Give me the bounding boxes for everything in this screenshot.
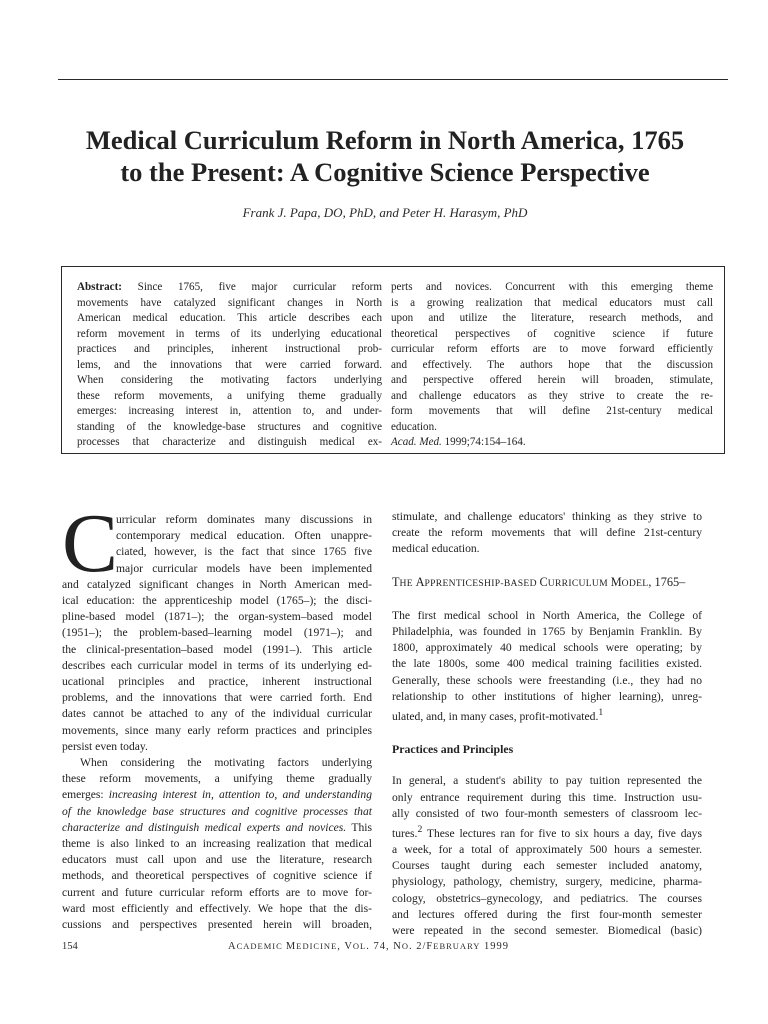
body-line: ward most efficiently and effectively. We hope that the dis- [62,901,372,915]
abstract-line: theoretical perspectives of cognitive science if future [391,327,713,340]
abstract-line: reform movement in terms of its underlying educational [77,327,382,340]
body-line: stimulate, and challenge educators' thinking as they strive to [392,510,702,523]
body-line: problems, and the innovations that were carried forth. End [62,691,372,705]
body-line: emerges: increasing interest in, attention to, and understanding [62,788,372,802]
abstract-line: and effectively. The authors hope that the discussion [391,358,713,371]
drop-cap: C [62,497,119,590]
abstract-left-column [77,280,382,451]
body-line: tures.$^2$ These lectures ran for five to six hours a day, five days [392,823,702,840]
body-line: dates cannot be attached to any of the individual curricular [62,707,372,721]
abstract-line: processes that characterize and distinguish medical ex- [77,436,382,448]
body-line: describes each curricular model in terms of its underlying ed- [62,658,372,672]
abstract-line: upon and utilize the literature, research methods, and [391,312,713,324]
abstract-line: practices and principles, inherent instructional prob- [77,343,382,355]
abstract-line: curricular reform efforts are to move forward efficiently [391,343,713,355]
body-line: ally consisted of two four-month semesters of classroom lec- [392,806,702,820]
body-line: educators must call upon and use the literature, research [62,853,372,867]
abstract-right-column [391,280,713,451]
abstract-line: education. [391,420,437,433]
abstract-box [61,266,725,454]
body-line: were repeated in the second semester. Biomedical (basic) [392,923,702,937]
body-line: medical education. [392,542,480,556]
reference-marker: 2 [417,823,423,835]
abstract-line: Abstract: Since 1765, five major curricular reform [77,281,382,293]
body-line: the late 1800s, some 400 medical training facilities existed. [392,657,702,671]
body-line: persist even today. [62,739,148,753]
body-line: contemporary medical education. Often unappre- [116,529,372,543]
abstract-label: Abstract: [77,281,122,293]
body-line: cussions and perspectives presented herein will broaden, [62,918,372,932]
body-line: When considering the motivating factors underlying [80,756,372,770]
body-line: and catalyzed significant changes in North American med- [62,577,372,591]
body-line: cology, obstetrics–gynecology, and pediatrics. The courses [392,891,702,905]
body-line: relationship to other institutions of higher learning), unreg- [392,689,702,703]
body-line: ulated, and, in many cases, profit-motivated.$^1$ [392,707,604,723]
section-heading-apprenticeship: THE APPRENTICESHIP-BASED CURRICULUM MODEL, 1765– [392,574,686,589]
article-title [40,124,730,188]
title-line-2: to the Present: A Cognitive Science Perspective [120,157,650,187]
body-line: current and future curricular reform efforts are to move for- [62,885,372,899]
subheading-practices: Practices and Principles [392,742,514,757]
authors: Frank J. Papa, DO, PhD, and Peter H. Harasym, PhD [242,205,528,220]
body-line: movements, since many early reform practices and principles [62,723,372,737]
abstract-line: American medical education. This article describes each [77,312,382,324]
body-right-column [392,509,702,939]
body-line: physiology, pathology, chemistry, surgery, medicine, pharma- [392,875,702,889]
body-line: Courses taught during each semester included anatomy, [392,859,702,873]
body-line: of the knowledge base structures and cognitive processes that [62,804,372,818]
abstract-citation: Acad. Med. 1999;74:154–164. [391,436,526,448]
abstract-line: standing of the knowledge-base structures and cognitive [77,420,382,433]
body-line: the clinical-presentation–based model (1991–). This article [62,642,372,656]
spacer [392,558,702,574]
abstract-line: When considering the motivating factors underlying [77,374,382,386]
body-line: The first medical school in North America, the College of [392,608,702,622]
abstract-line: these reform movements, a unifying theme gradually [77,389,382,402]
abstract-line: and perspective offered herein will broaden, stimulate, [391,374,713,386]
body-line: 1800, approximately 40 medical schools were operating; by [392,641,702,655]
abstract-line: movements have catalyzed significant changes in North [77,296,382,309]
body-line: characterize and distinguish medical experts and novices. This [62,820,372,834]
body-line: In general, a student's ability to pay tuition represented the [392,774,702,788]
body-left-column [62,512,372,933]
body-line: create the reform movements that will define 21st-century [392,526,702,540]
abstract-line: and challenge educators as they strive to create the re- [391,389,713,402]
body-line: methods, and theoretical perspectives of cognitive science if [62,869,372,883]
abstract-line: lems, and the innovations that were carried forward. [77,358,382,371]
top-rule [58,79,728,80]
spacer [392,757,702,773]
title-line-1: Medical Curriculum Reform in North America, 1765 [85,125,685,155]
body-line: (1951–); the problem-based–learning model (1971–); and [62,626,372,640]
body-line: ciated, however, is the fact that since 1765 five [116,545,372,559]
running-footer: ACADEMIC MEDICINE, VOL. 74, NO. 2/FEBRUARY 1999 [228,941,510,952]
body-line: ical education: the apprenticeship model (1765–); the disci- [62,594,372,608]
body-line: Philadelphia, was founded in 1765 by Benjamin Franklin. By [392,625,702,639]
body-line: a week, for a total of approximately 500 hours a semester. [392,842,702,856]
body-line: pline-based model (1871–); the organ-system–based model [62,610,372,624]
reference-marker: 1 [598,707,604,719]
spacer [392,725,702,741]
body-line: ucational principles and practice, inherent instructional [62,675,372,689]
body-line: only entrance requirement during this time. Instruction usu- [392,790,702,804]
abstract-line: emerges: increasing interest in, attention to, and under- [77,405,382,417]
body-line: Generally, these schools were freestanding (i.e., they had no [392,673,702,687]
body-line: theme is also linked to an increasing realization that medical [62,837,372,851]
body-line: these reform movements, a unifying theme gradually [62,772,372,786]
body-line: major curricular models have been implemented [116,561,372,575]
page-number: 154 [62,941,78,952]
body-line: and lectures offered during the first four-month semester [392,907,702,921]
body-line: urricular reform dominates many discussions in [116,513,372,526]
spacer [392,592,702,608]
abstract-line: form movements that will define 21st-century medical [391,405,713,417]
abstract-line: is a growing realization that medical educators must call [391,296,713,309]
abstract-line: perts and novices. Concurrent with this emerging theme [391,281,713,293]
